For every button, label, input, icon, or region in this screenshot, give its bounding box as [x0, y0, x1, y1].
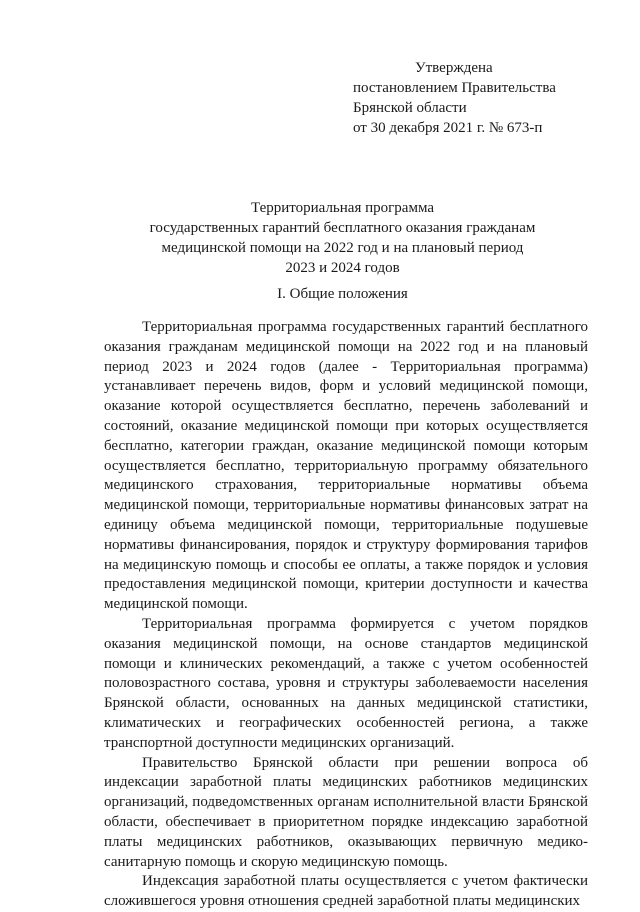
approval-line-approved: Утверждена — [415, 60, 493, 76]
paragraph-2: Территориальная программа формируется с учетом порядков оказания медицинской помощи, на основе стандартов медицинской помощи и клинических рекомендаций, а также с учетом особенностей половозрастного состава, уровня и структуры заболеваемости населения Брянской области, основанных на данных медицинской статистики, климатических и географических особенностей региона, а также транспортной доступности медицинских организаций. — [104, 615, 588, 751]
title-line-2: государственных гарантий бесплатного оказания гражданам — [149, 220, 536, 236]
document-title — [60, 198, 625, 278]
paragraph-3: Правительство Брянской области при решении вопроса об индексации заработной платы медицинских работников медицинских организаций, подведомственных органам исполнительной власти Брянской области, обеспечивает в приоритетном порядке индексацию заработной платы медицинских работников, оказывающих первичную медико-санитарную помощь и скорую медицинскую помощь. — [104, 754, 588, 870]
approval-line-decree: постановлением Правительства — [353, 80, 556, 96]
approval-line-date: от 30 декабря 2021 г. № 673-п — [353, 120, 543, 136]
title-line-3: медицинской помощи на 2022 год и на плановый период — [161, 240, 524, 256]
paragraph-4: Индексация заработной платы осуществляется с учетом фактически сложившегося уровня отношения средней заработной платы медицинских — [104, 873, 588, 910]
title-line-4: 2023 и 2024 годов — [285, 260, 400, 276]
approval-stamp — [353, 58, 556, 138]
body-text — [104, 318, 588, 912]
title-line-1: Территориальная программа — [251, 200, 434, 216]
approval-line-region: Брянской области — [353, 100, 467, 116]
paragraph-1: Территориальная программа государственных гарантий бесплатного оказания гражданам медицинской помощи на 2022 год и на плановый период 2023 и 2024 годов (далее - Территориальная программа) устанавливает перечень видов, форм и условий медицинской помощи, оказание которой осуществляется бесплатно, перечень заболеваний и состояний, оказание медицинской помощи при которых осуществляется бесплатно, категории граждан, оказание медицинской помощи которым осуществляется бесплатно, территориальную программу обязательного медицинского страхования, территориальные нормативы объема медицинской помощи, территориальные нормативы финансовых затрат на единицу объема медицинской помощи, территориальные подушевые нормативы финансирования, порядок и структуру формирования тарифов на медицинскую помощь и способы ее оплаты, а также порядок и условия предоставления медицинской помощи, критерии доступности и качества медицинской помощи. — [104, 319, 588, 613]
section-heading: I. Общие положения — [277, 286, 408, 302]
